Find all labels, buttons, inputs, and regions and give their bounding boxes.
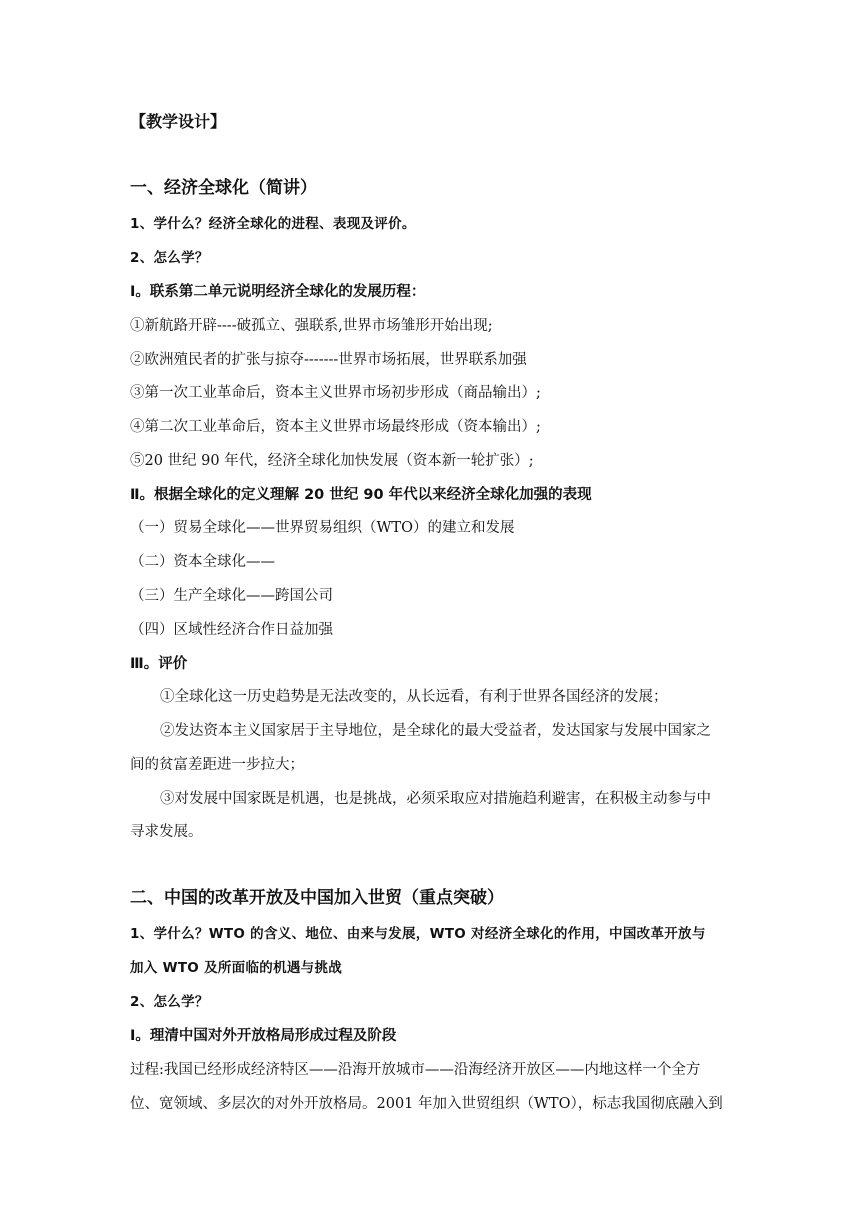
s1-p2-item: （四）区域性经济合作日益加强 [130, 622, 333, 638]
s1-question-how: 2、怎么学？ [130, 250, 209, 266]
s1-p2-item: （二）资本全球化—— [130, 554, 275, 570]
s1-p2-item: （三）生产全球化——跨国公司 [130, 588, 333, 604]
s1-p1-item: ②欧洲殖民者的扩张与掠夺-------世界市场拓展，世界联系加强 [130, 352, 527, 368]
s1-p3-line: ①全球化这一历史趋势是无法改变的，从长远看，有利于世界各国经济的发展； [160, 689, 668, 705]
s1-p1-item: ⑤20 世纪 90 年代，经济全球化加快发展（资本新一轮扩张）; [130, 453, 534, 469]
s1-p1-item: ④第二次工业革命后，资本主义世界市场最终形成（资本输出）; [130, 419, 541, 435]
s1-part-3-title: Ⅲ。评价 [130, 656, 188, 672]
s1-p2-item: （一）贸易全球化——世界贸易组织（WTO）的建立和发展 [130, 520, 515, 536]
s2-p1-line: 过程:我国已经形成经济特区——沿海开放城市——沿海经济开放区——内地这样一个全方 [130, 1062, 701, 1078]
section-1-title: 一、经济全球化（简讲） [130, 178, 317, 198]
s2-p1-line: 位、宽领域、多层次的对外开放格局。2001 年加入世贸组织（WTO），标志我国彻底融入到 [130, 1096, 723, 1112]
s1-p1-item: ①新航路开辟----破孤立、强联系,世界市场雏形开始出现; [130, 318, 493, 334]
s1-part-1-title: Ⅰ。联系第二单元说明经济全球化的发展历程： [130, 284, 426, 300]
s1-p3-line: ③对发展中国家既是机遇，也是挑战，必须采取应对措施趋利避害，在积极主动参与中 [160, 791, 711, 807]
s1-p3-line: ②发达资本主义国家居于主导地位，是全球化的最大受益者，发达国家与发展中国家之 [160, 723, 711, 739]
s1-part-2-title: Ⅱ。根据全球化的定义理解 20 世纪 90 年代以来经济全球化加强的表现 [130, 487, 592, 503]
s2-question-how: 2、怎么学？ [130, 994, 209, 1010]
s2-part-1-title: Ⅰ。理清中国对外开放格局形成过程及阶段 [130, 1028, 397, 1044]
s1-p3-line: 寻求发展。 [130, 824, 203, 840]
s1-question-what: 1、学什么？经济全球化的进程、表现及评价。 [130, 216, 416, 232]
s2-question-what: 1、学什么？WTO 的含义、地位、由来与发展，WTO 对经济全球化的作用，中国改革开放与 [130, 926, 706, 942]
s2-question-what-cont: 加入 WTO 及所面临的机遇与挑战 [130, 960, 343, 976]
s1-p3-line: 间的贫富差距进一步拉大； [130, 757, 304, 773]
section-2-title: 二、中国的改革开放及中国加入世贸（重点突破） [130, 888, 504, 908]
doc-heading: 【教学设计】 [130, 112, 227, 131]
s1-p1-item: ③第一次工业革命后，资本主义世界市场初步形成（商品输出）; [130, 385, 541, 401]
